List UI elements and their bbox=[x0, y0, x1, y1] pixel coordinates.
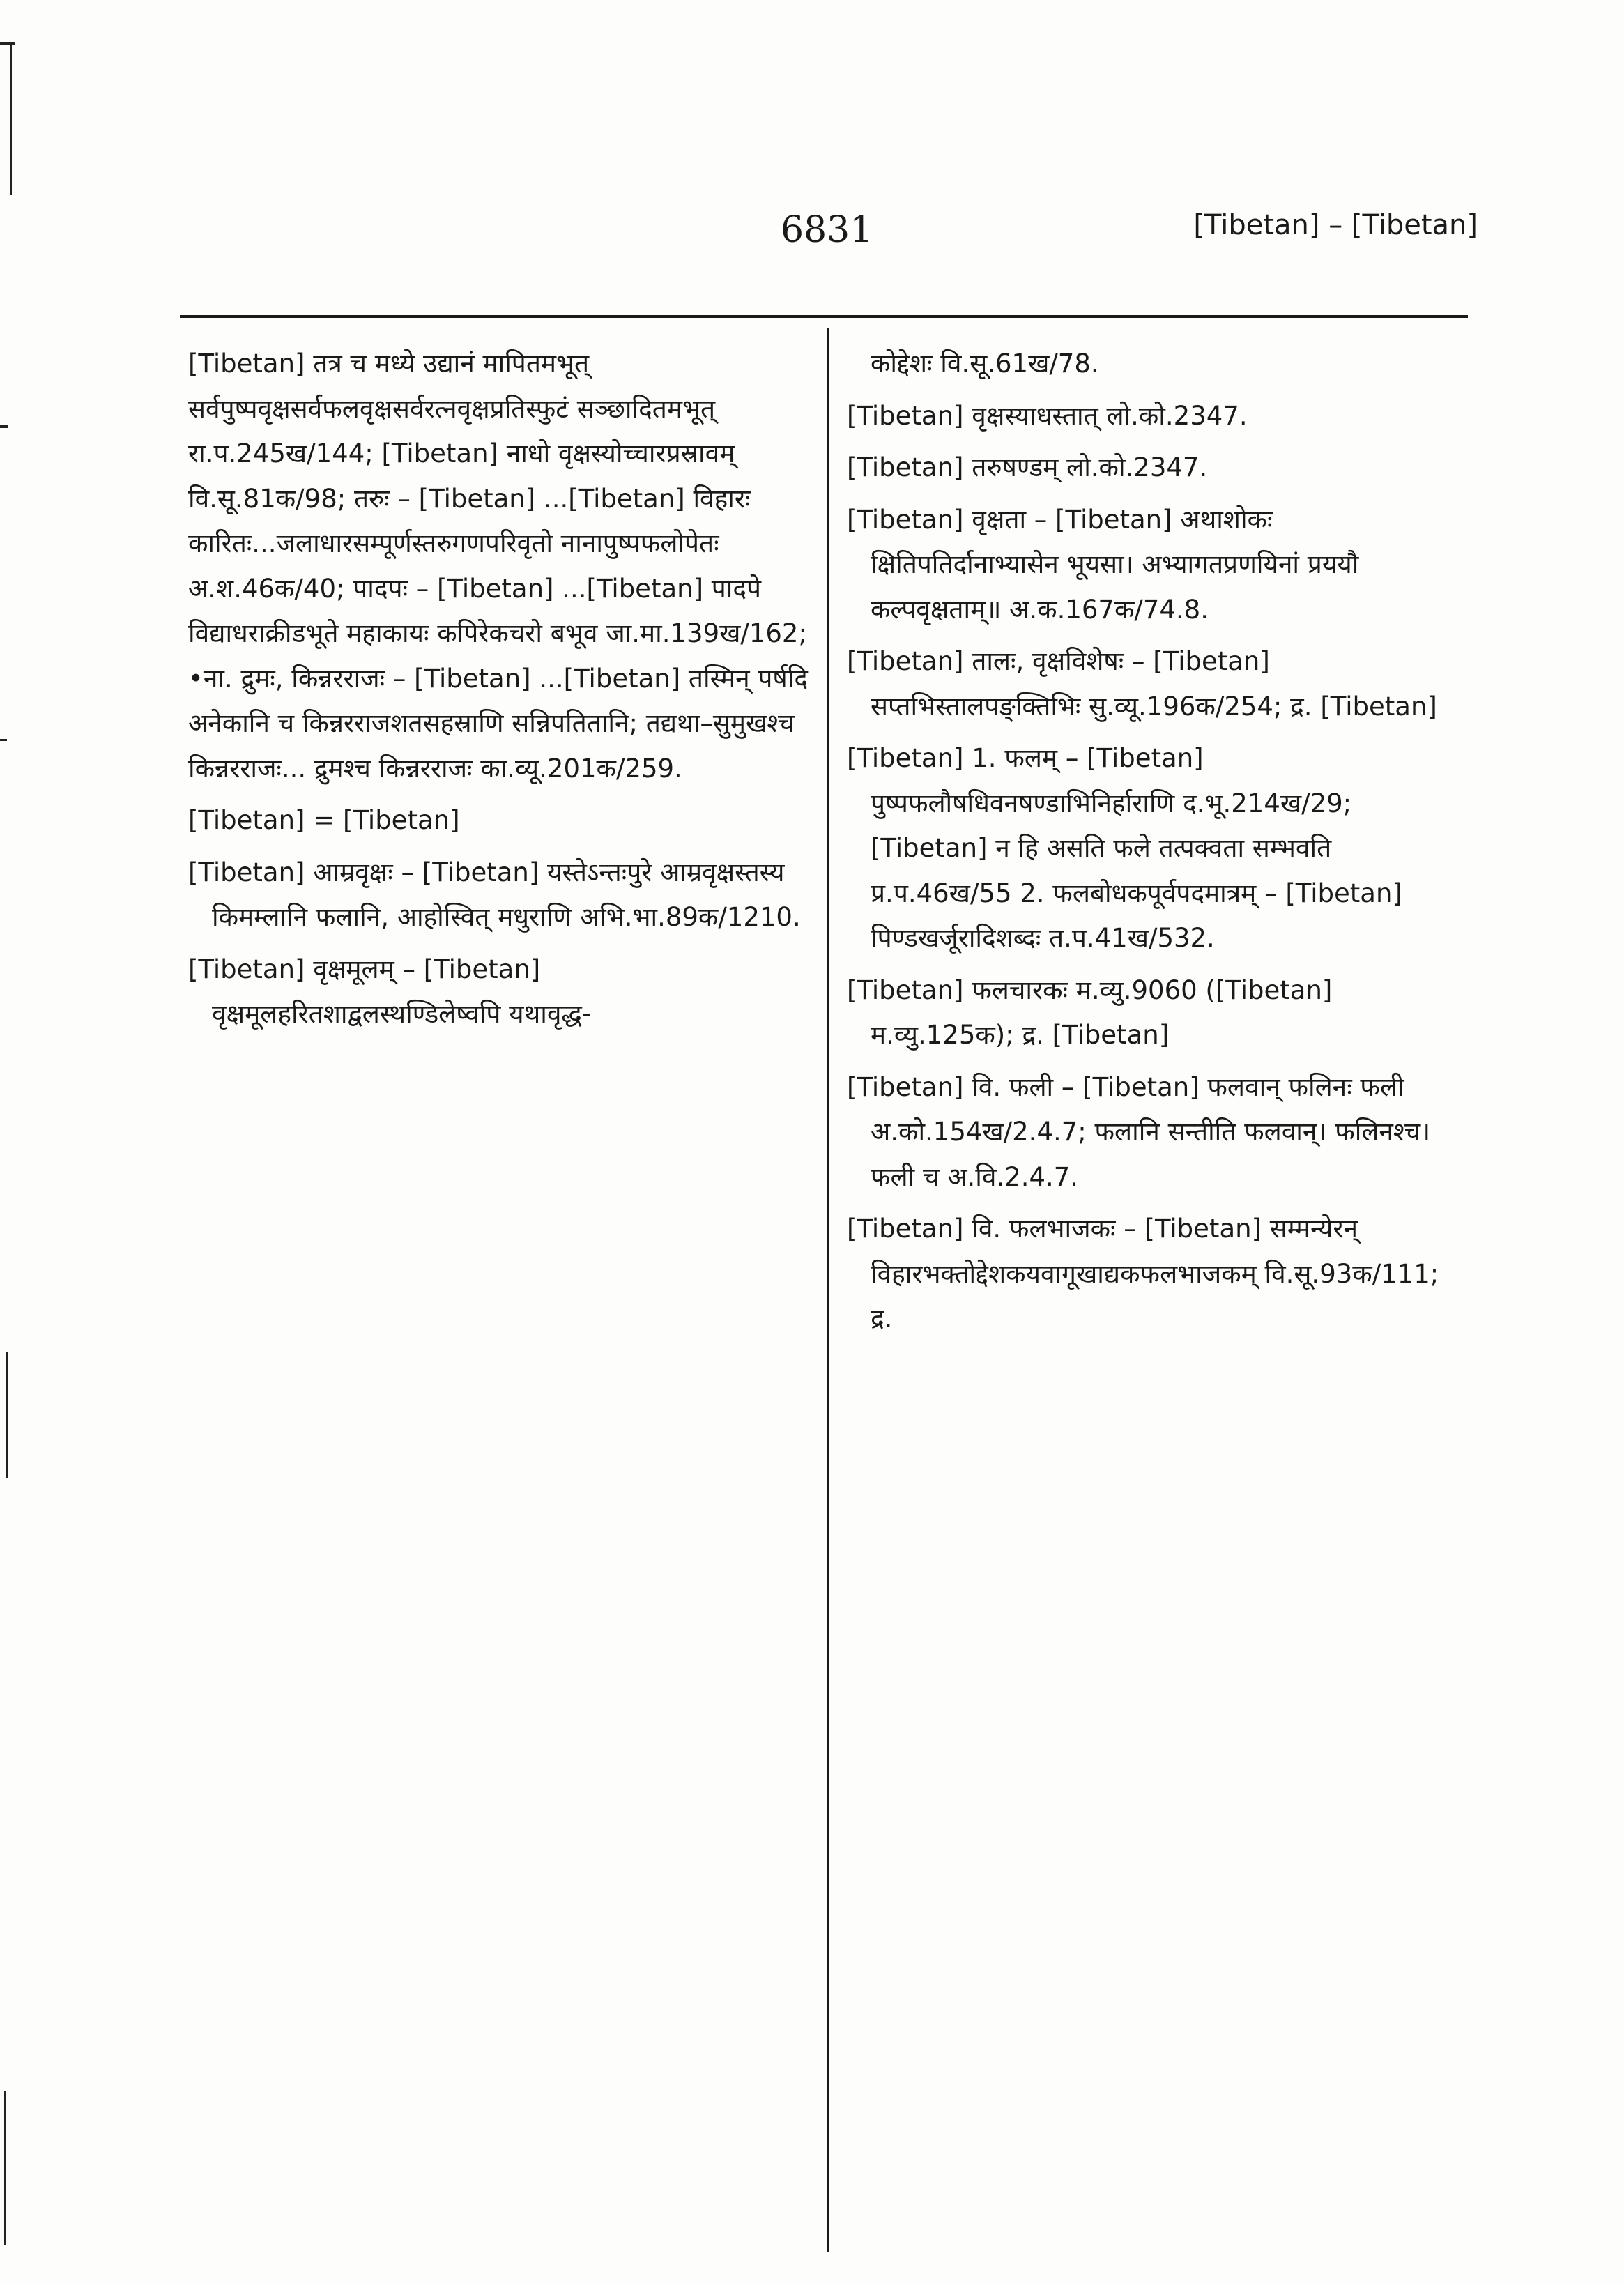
margin-mark bbox=[0, 42, 15, 45]
dictionary-entry: [Tibetan] तत्र च मध्ये उद्यानं मापितमभूत् सर्वपुष्पवृक्षसर्वफलवृक्षसर्वरत्नवृक्षप्रतिस्फुटं सञ्छादितमभूत् रा.प.245ख/144; [Tibetan] नाधो वृक्षस्योच्चारप्रस्रावम् वि.सू.81क/98; तरुः – [Tibetan] ...[Tibetan] विहारः कारितः...जलाधारसम्पूर्णस्तरुगणपरिवृतो नानापुष्पफलोपेतः अ.श.46क/40; पादपः – [Tibetan] ...[Tibetan] पादपे विद्याधराक्रीडभूते महाकायः कपिरेकचरो बभूव जा.मा.139ख/162; •ना. द्रुमः, किन्नरराजः – [Tibetan] ...[Tibetan] तस्मिन् पर्षदि अनेकानि च किन्नरराजशतसहस्राणि सन्निपतितानि; तद्यथा–सुमुखश्च किन्नरराजः... द्रुमश्च किन्नरराजः का.व्यू.201क/259. bbox=[188, 349, 809, 784]
margin-mark bbox=[0, 425, 8, 428]
page-number: 6831 bbox=[781, 209, 873, 251]
dictionary-entry: कोद्देशः वि.सू.61ख/78. bbox=[871, 349, 1099, 379]
margin-mark bbox=[10, 42, 12, 195]
dictionary-entry: [Tibetan] फलचारकः म.व्यु.9060 ([Tibetan] म.व्यु.125क); द्र. [Tibetan] bbox=[847, 975, 1333, 1050]
running-head: [Tibetan] – [Tibetan] bbox=[1193, 209, 1478, 241]
dictionary-entry: [Tibetan] तालः, वृक्षविशेषः – [Tibetan] सप्तभिस्तालपङ्क्तिभिः सु.व्यू.196क/254; द्र. [Tibetan] bbox=[847, 646, 1437, 721]
dictionary-entry: [Tibetan] वृक्षता – [Tibetan] अथाशोकः क्षितिपतिर्दानाभ्यासेन भूयसा। अभ्यागतप्रणयिनां प्रययौ कल्पवृक्षताम्॥ अ.क.167क/74.8. bbox=[847, 504, 1359, 625]
dictionary-entry: [Tibetan] तरुषण्डम् लो.को.2347. bbox=[847, 452, 1208, 482]
dictionary-entry: [Tibetan] वृक्षस्याधस्तात् लो.को.2347. bbox=[847, 400, 1248, 431]
dictionary-entry: [Tibetan] वृक्षमूलम् – [Tibetan] वृक्षमूलहरितशाद्वलस्थण्डिलेष्वपि यथावृद्ध- bbox=[188, 954, 592, 1029]
dictionary-entry: [Tibetan] 1. फलम् – [Tibetan] पुष्पफलौषधिवनषण्डाभिनिर्हाराणि द.भू.214ख/29; [Tibetan] न हि असति फले तत्पक्वता सम्भवति प्र.प.46ख/55 2. फलबोधकपूर्वपदमात्रम् – [Tibetan] पिण्डखर्जूरादिशब्दः त.प.41ख/532. bbox=[847, 743, 1402, 953]
right-column bbox=[847, 342, 1467, 1349]
dictionary-entry: [Tibetan] = [Tibetan] bbox=[188, 805, 460, 835]
margin-mark bbox=[6, 1352, 8, 1478]
top-rule bbox=[180, 315, 1468, 318]
dictionary-entry: [Tibetan] वि. फलभाजकः – [Tibetan] सम्मन्येरन् विहारभक्तोद्देशकयवागूखाद्यकफलभाजकम् वि.सू.93क/111; द्र. bbox=[847, 1214, 1439, 1334]
margin-mark bbox=[4, 2091, 6, 2245]
dictionary-entry: [Tibetan] आम्रवृक्षः – [Tibetan] यस्तेऽन्तःपुरे आम्रवृक्षस्तस्य किमम्लानि फलानि, आहोस्वित् मधुराणि अभि.भा.89क/1210. bbox=[188, 857, 801, 932]
left-column bbox=[188, 342, 809, 1044]
column-divider bbox=[827, 328, 829, 2252]
margin-mark bbox=[0, 739, 7, 741]
dictionary-entry: [Tibetan] वि. फली – [Tibetan] फलवान् फलिनः फली अ.को.154ख/2.4.7; फलानि सन्तीति फलवान्। फलिनश्च। फली च अ.वि.2.4.7. bbox=[847, 1071, 1431, 1192]
